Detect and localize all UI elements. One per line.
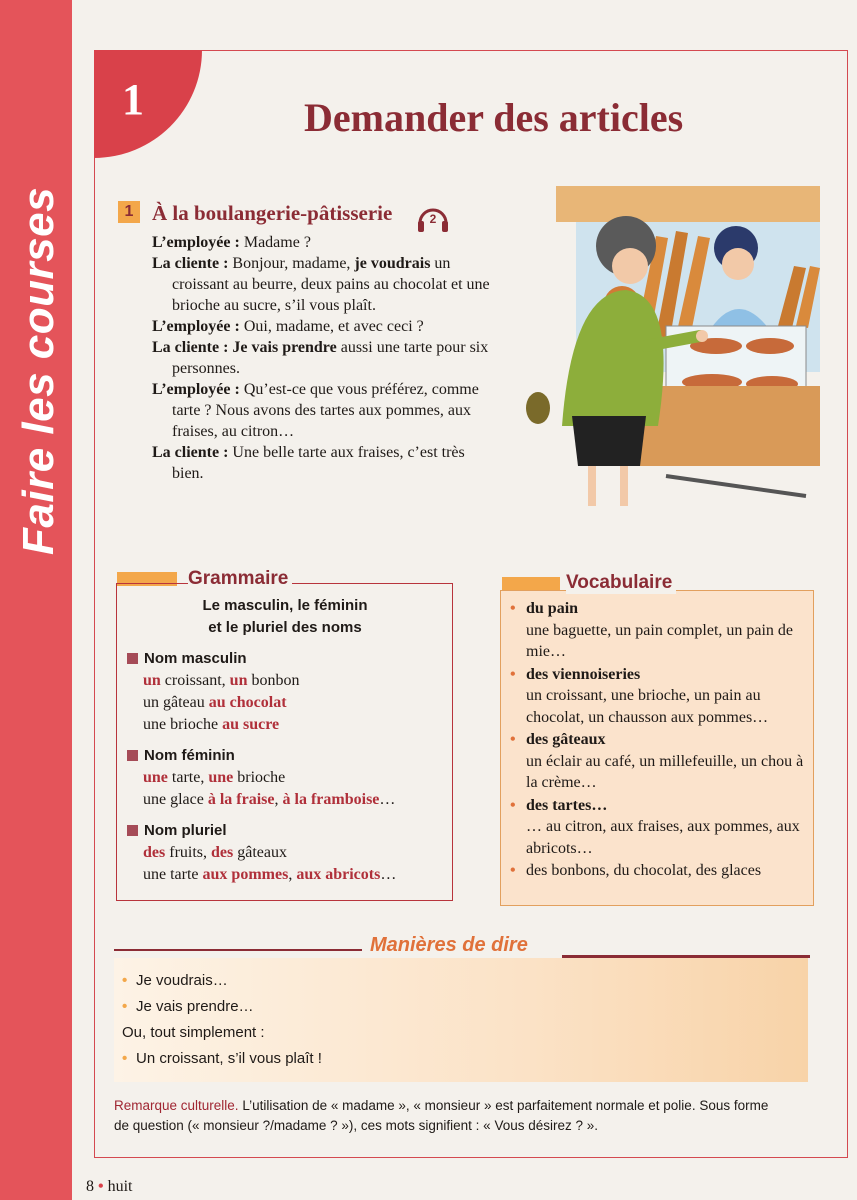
manieres-item: • Un croissant, s’il vous plaît ! (122, 1046, 322, 1072)
dialogue-line (152, 442, 492, 484)
footer-bullet: • (98, 1178, 104, 1195)
vocab-text: un croissant, une brioche, un pain au chocolat, un chausson aux pommes… (526, 687, 769, 726)
page-footer (86, 1178, 133, 1196)
customer-face (612, 248, 648, 284)
vocab-item (510, 795, 810, 860)
highlight: à la fraise (207, 791, 275, 808)
baker-face (722, 248, 754, 280)
grammar-plural (126, 820, 446, 886)
vocab-heading: • des viennoiseries (526, 665, 641, 683)
vocab-heading: • des gâteaux (526, 731, 606, 748)
vocab-item (510, 664, 810, 729)
highlight: une (143, 769, 168, 786)
manieres-item: • Je voudrais… (122, 968, 322, 994)
key-phrase: je voudrais (354, 255, 431, 272)
text: une glace (143, 791, 208, 808)
lesson-number: 1 (122, 75, 144, 124)
section-title: À la boulangerie-pâtisserie (152, 201, 393, 225)
page-number: 8 (86, 1178, 94, 1195)
grammar-subtitle (118, 595, 452, 639)
chapter-title: Faire les courses (14, 186, 63, 555)
highlight: un (143, 672, 161, 689)
speaker: La cliente : (152, 444, 229, 461)
speaker: La cliente : (152, 255, 229, 272)
shelf-top (556, 186, 820, 222)
bakery-illustration (516, 186, 820, 516)
manieres-rule-left (114, 949, 362, 951)
speaker: L’employée : (152, 234, 240, 251)
speaker: L’employée : (152, 318, 240, 335)
headphones-icon[interactable] (416, 201, 450, 235)
line-text: Bonjour, madame, (228, 255, 355, 272)
manieres-intro: Ou, tout simplement : (122, 1024, 265, 1041)
speaker: La cliente : (152, 339, 229, 356)
highlight: un (229, 672, 248, 689)
manieres-title: Manières de dire (370, 934, 528, 956)
dialogue-line (152, 316, 492, 337)
text: tarte, (167, 769, 209, 786)
grammar-example (126, 789, 446, 811)
customer-bag (526, 392, 550, 424)
dialogue-line (152, 379, 492, 442)
text: fruits, (165, 844, 212, 861)
customer-skirt (572, 416, 646, 466)
grammar-heading: Nom pluriel (126, 820, 446, 842)
vocab-text: … au citron, aux fraises, aux pommes, aux abricots… (526, 818, 800, 857)
text: … (380, 866, 397, 883)
counter-rail (666, 476, 806, 496)
grammar-example (126, 767, 446, 789)
line-text: un croissant au beurre, deux pains au chocolat et une brioche au sucre, s’il vous plaît. (172, 255, 490, 314)
line-text: Oui, madame, et avec ceci ? (239, 318, 424, 335)
manieres-content (122, 968, 322, 1072)
highlight: des (211, 844, 234, 861)
lesson-title: Demander des articles (304, 95, 684, 140)
text: une tarte (143, 866, 203, 883)
text: croissant, (160, 672, 230, 689)
text: bonbon (247, 672, 300, 689)
grammar-example (126, 714, 446, 736)
grammar-example (126, 842, 446, 864)
cultural-remark (114, 1096, 774, 1136)
vocab-item (510, 598, 810, 663)
text: … (379, 791, 396, 808)
dialogue (152, 232, 492, 484)
vocab-title: Vocabulaire (566, 572, 676, 594)
grammar-example (126, 692, 446, 714)
section-number: 1 (118, 201, 140, 223)
text: brioche (233, 769, 286, 786)
dialogue-line (152, 253, 492, 316)
text: , (274, 791, 283, 808)
highlight: au sucre (222, 716, 280, 733)
grammar-feminine (126, 745, 446, 811)
grammar-content (126, 648, 446, 895)
vocab-text: une baguette, un pain complet, un pain de mie… (526, 621, 794, 660)
line-text: aussi une tarte pour six personnes. (172, 339, 489, 377)
highlight: aux pommes (202, 866, 289, 883)
line-text: Qu’est-ce que vous préférez, comme tarte ? Nous avons des tartes aux pommes, aux fraises, au citron… (172, 381, 479, 440)
vocab-content (510, 598, 810, 883)
grammar-example (126, 670, 446, 692)
page-word: huit (107, 1178, 133, 1195)
vocab-text: • des bonbons, du chocolat, des glaces (526, 862, 762, 879)
text: un gâteau (143, 694, 209, 711)
grammar-masculine (126, 648, 446, 736)
vocab-item (510, 729, 810, 794)
grammar-example (126, 864, 446, 886)
line-text: Une belle tarte aux fraises, c’est très bien. (172, 444, 465, 482)
text: , (288, 866, 297, 883)
text: gâteaux (233, 844, 287, 861)
dialogue-line (152, 337, 492, 379)
vocab-heading: • du pain (526, 600, 579, 617)
grammar-subtitle-line: Le masculin, le féminin (202, 597, 368, 614)
vocab-text: un éclair au café, un millefeuille, un chou à la crème… (526, 752, 804, 791)
remark-text: L’utilisation de « madame », « monsieur » est parfaitement normale et polie. Sous forme de question (« monsieur ?/madame ? »), ces mots signifient : « Vous désirez ? ». (114, 1098, 769, 1133)
dialogue-line (152, 232, 492, 253)
vocab-heading: • des tartes… (526, 796, 608, 814)
vocab-tab-accent (502, 577, 560, 591)
vocab-item (510, 860, 810, 882)
text: une brioche (143, 716, 223, 733)
highlight: une (208, 769, 234, 786)
grammar-heading: Nom masculin (126, 648, 446, 670)
side-band (0, 0, 72, 1200)
highlight: des (143, 844, 166, 861)
speaker: L’employée : (152, 381, 240, 398)
grammar-heading: Nom féminin (126, 745, 446, 767)
highlight: aux abricots (296, 866, 381, 883)
highlight: à la framboise (282, 791, 380, 808)
highlight: au chocolat (208, 694, 287, 711)
key-phrase: Je vais prendre (228, 339, 337, 356)
grammar-subtitle-line: et le pluriel des noms (208, 619, 362, 636)
line-text: Madame ? (239, 234, 311, 251)
grammar-title: Grammaire (188, 568, 292, 590)
audio-track-number: 2 (429, 212, 437, 226)
remark-label: Remarque culturelle. (114, 1098, 239, 1113)
manieres-item: • Je vais prendre… (122, 994, 322, 1020)
